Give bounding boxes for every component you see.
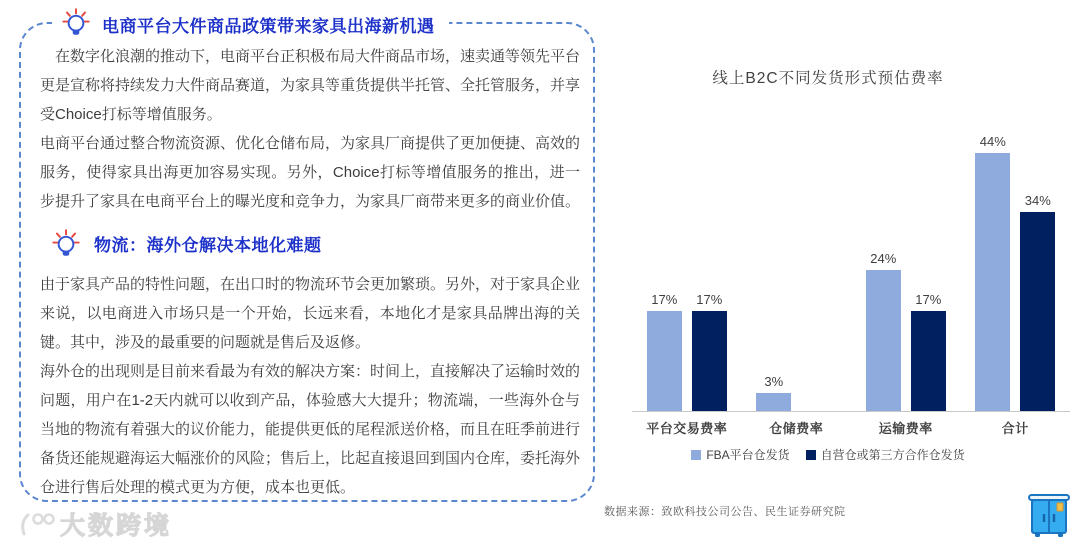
bar-slot bbox=[756, 374, 791, 411]
bar-slot bbox=[1020, 193, 1055, 411]
bar-slot bbox=[692, 292, 727, 411]
bar-value-label: 34% bbox=[1024, 192, 1051, 208]
chart-plot bbox=[632, 118, 1070, 412]
chart-legend bbox=[608, 446, 1048, 463]
section1-paragraph-2: 电商平台通过整合物流资源、优化仓储布局，为家具厂商提供了更加便捷、高效的服务，使得家具出海更加容易实现。另外，Choice打标等增值服务的推出，进一步提升了家具在电商平台上的曝光度和竞争力，为家具厂商带来更多的商业价值。 bbox=[40, 135, 581, 210]
daishu-watermark bbox=[16, 506, 172, 542]
section2-heading-row bbox=[48, 226, 580, 264]
chart-category-axis bbox=[632, 418, 1070, 437]
watermark-text: 大数跨境 bbox=[60, 512, 173, 540]
bar-slot bbox=[866, 251, 901, 411]
bar bbox=[975, 153, 1010, 411]
section2-heading: 物流：海外仓解决本地化难题 bbox=[94, 235, 322, 255]
section1-heading: 电商平台大件商品政策带来家具出海新机遇 bbox=[102, 16, 435, 36]
bar-group bbox=[632, 118, 742, 411]
source-note: 数据来源：致欧科技公司公告、民生证券研究院 bbox=[604, 506, 846, 518]
category-label: 仓储费率 bbox=[769, 421, 824, 436]
bar-value-label: 44% bbox=[979, 134, 1006, 150]
legend-label: FBA平台仓发货 bbox=[706, 448, 790, 462]
lightbulb-icon bbox=[58, 6, 94, 42]
bar bbox=[866, 270, 901, 411]
legend-item bbox=[691, 446, 789, 463]
section1-heading-row bbox=[52, 4, 449, 44]
bar-slot bbox=[975, 134, 1010, 411]
bar-value-label: 17% bbox=[696, 292, 723, 308]
category-label: 平台交易费率 bbox=[646, 421, 728, 436]
bar bbox=[1020, 212, 1055, 411]
section1-paragraph-1: 在数字化浪潮的推动下，电商平台正积极布局大件商品市场，速卖通等领先平台更是宣称将持续发力大件商品赛道，为家具等重货提供半托管、全托管服务，并享受Choice打标等增值服务。 bbox=[40, 48, 581, 123]
category-label: 运输费率 bbox=[878, 421, 933, 436]
section2-paragraph-2: 海外仓的出现则是目前来看最为有效的解决方案：时间上，直接解决了运输时效的问题，用户在1-2天内就可以收到产品，体验感大大提升；物流端，一些海外仓与当地的物流有着强大的议价能力，能提供更低的尾程派送价格，而且在旺季前进行备货还能规避海运大幅涨价的风险；售后上，比起直接退回到国内仓库，委托海外仓进行售后处理的模式更为方便，成本也更低。 bbox=[40, 363, 581, 496]
bar-slot bbox=[911, 292, 946, 411]
bar-group bbox=[961, 118, 1071, 411]
panel-content bbox=[40, 42, 580, 502]
category-label: 合计 bbox=[1001, 421, 1029, 436]
legend-swatch bbox=[806, 450, 816, 460]
lightbulb-icon bbox=[48, 227, 84, 263]
bar-value-label: 17% bbox=[651, 292, 678, 308]
watermark-logo-icon bbox=[16, 510, 56, 538]
bar bbox=[756, 393, 791, 411]
bar bbox=[911, 311, 946, 411]
chart-title: 线上B2C不同发货形式预估费率 bbox=[712, 70, 944, 87]
legend-label: 自营仓或第三方合作仓发货 bbox=[820, 448, 965, 462]
bar-value-label: 17% bbox=[915, 292, 942, 308]
bar-slot bbox=[647, 292, 682, 411]
legend-item bbox=[806, 446, 965, 463]
bar-group bbox=[851, 118, 961, 411]
bar-value-label: 3% bbox=[764, 374, 784, 390]
cabinet-icon bbox=[1026, 490, 1072, 540]
bar bbox=[647, 311, 682, 411]
bar-value-label: 24% bbox=[870, 251, 897, 267]
legend-swatch bbox=[691, 450, 701, 460]
bar-group bbox=[742, 118, 852, 411]
section2-paragraph-1: 由于家具产品的特性问题，在出口时的物流环节会更加繁琐。另外，对于家具企业来说，以电商进入市场只是一个开始，长远来看，本地化才是家具品牌出海的关键。其中，涉及的最重要的问题就是售后及返修。 bbox=[40, 276, 581, 351]
bar bbox=[692, 311, 727, 411]
